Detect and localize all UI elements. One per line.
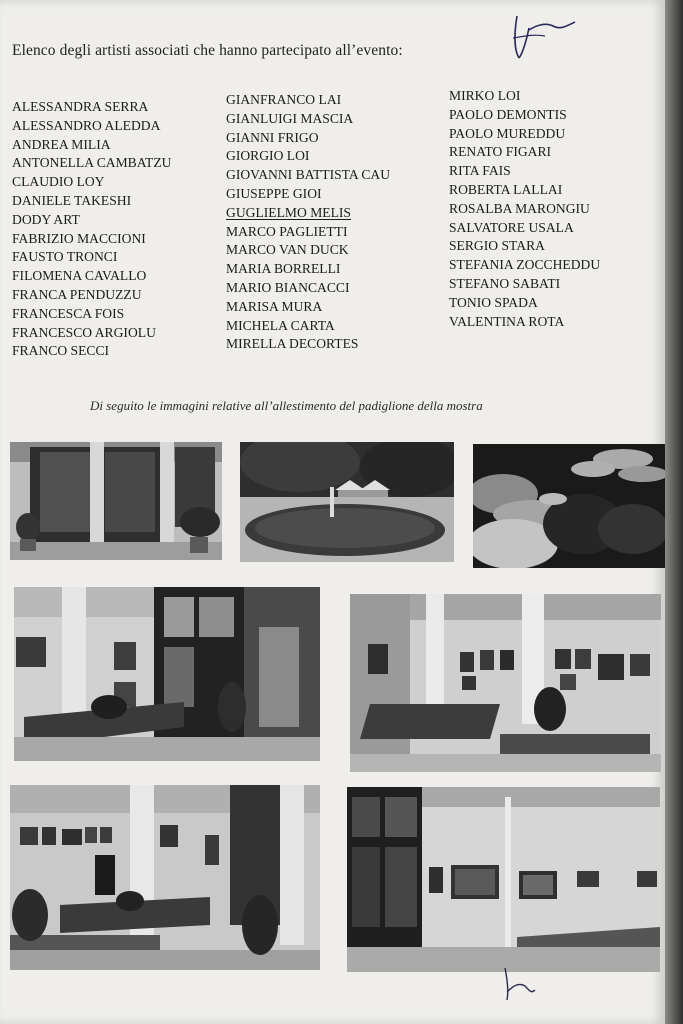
artist-name: MARIO BIANCACCI	[226, 279, 350, 295]
artist-name: MARCO VAN DUCK	[226, 242, 349, 258]
artist-name: PAOLO MUREDDU	[449, 125, 566, 141]
artist-name: FAUSTO TRONCI	[12, 249, 118, 265]
artist-name: FRANCESCO ARGIOLU	[12, 324, 156, 340]
artist-name: GIUSEPPE GIOI	[226, 185, 322, 201]
artist-name: CLAUDIO LOY	[12, 174, 105, 190]
artist-name: VALENTINA ROTA	[449, 313, 565, 329]
artist-name: MARCO PAGLIETTI	[226, 223, 348, 239]
artist-name: PAOLO DEMONTIS	[449, 106, 567, 122]
artist-name: GIANNI FRIGO	[226, 129, 319, 145]
photo-exhibition-hall	[14, 587, 320, 761]
artist-name: SALVATORE USALA	[449, 219, 574, 235]
artist-name: ROSALBA MARONGIU	[449, 200, 590, 216]
photo-gallery-corner	[347, 787, 660, 972]
artist-name: RENATO FIGARI	[449, 144, 552, 160]
artist-name: TONIO SPADA	[449, 294, 538, 310]
artist-name: STEFANO SABATI	[449, 275, 561, 291]
artist-name: ROBERTA LALLAI	[449, 181, 563, 197]
handwritten-initials-bottom	[495, 960, 545, 1005]
artist-name: ANDREA MILIA	[12, 136, 111, 152]
photo-garden-fountain	[240, 442, 454, 562]
artist-name: DODY ART	[12, 211, 80, 227]
artist-name: FABRIZIO MACCIONI	[12, 230, 146, 246]
artist-name: GIANLUIGI MASCIA	[226, 110, 354, 126]
artist-name: SERGIO STARA	[449, 238, 545, 254]
artist-column-3	[449, 87, 600, 331]
artist-column-1	[12, 98, 171, 361]
artist-name: MICHELA CARTA	[226, 317, 335, 333]
artist-name: DANIELE TAKESHI	[12, 192, 132, 208]
photo-rocks-plants	[473, 444, 667, 568]
artist-name: GIORGIO LOI	[226, 148, 310, 164]
artist-name: GUGLIELMO MELIS	[226, 204, 351, 220]
artist-name: FRANCO SECCI	[12, 343, 110, 359]
photo-paintings-room	[350, 594, 661, 772]
artist-name: MIRELLA DECORTES	[226, 336, 359, 352]
artist-name: ANTONELLA CAMBATZU	[12, 155, 172, 171]
artist-name: ALESSANDRA SERRA	[12, 99, 149, 114]
artist-name: FRANCA PENDUZZU	[12, 286, 142, 302]
artist-name: FRANCESCA FOIS	[12, 305, 125, 321]
artist-column-2	[226, 91, 390, 354]
artist-name: STEFANIA ZOCCHEDDU	[449, 257, 601, 273]
artist-name: MARIA BORRELLI	[226, 261, 341, 277]
artist-name: MARISA MURA	[226, 298, 323, 314]
artist-name: GIOVANNI BATTISTA CAU	[226, 167, 391, 183]
artist-name: FILOMENA CAVALLO	[12, 268, 147, 284]
handwritten-signature-top	[505, 8, 585, 68]
photo-hall-tables	[10, 785, 320, 970]
photos-caption: Di seguito le immagini relative all’allestimento del padiglione della mostra	[90, 398, 483, 413]
page-heading: Elenco degli artisti associati che hanno partecipato all’evento:	[12, 42, 403, 59]
artist-name: GIANFRANCO LAI	[226, 92, 342, 107]
artist-name: ALESSANDRO ALEDDA	[12, 117, 161, 133]
page-edge-shadow	[665, 0, 683, 1024]
photo-building-entrance	[10, 442, 222, 560]
artist-name: RITA FAIS	[449, 163, 511, 179]
artist-name: MIRKO LOI	[449, 88, 521, 103]
